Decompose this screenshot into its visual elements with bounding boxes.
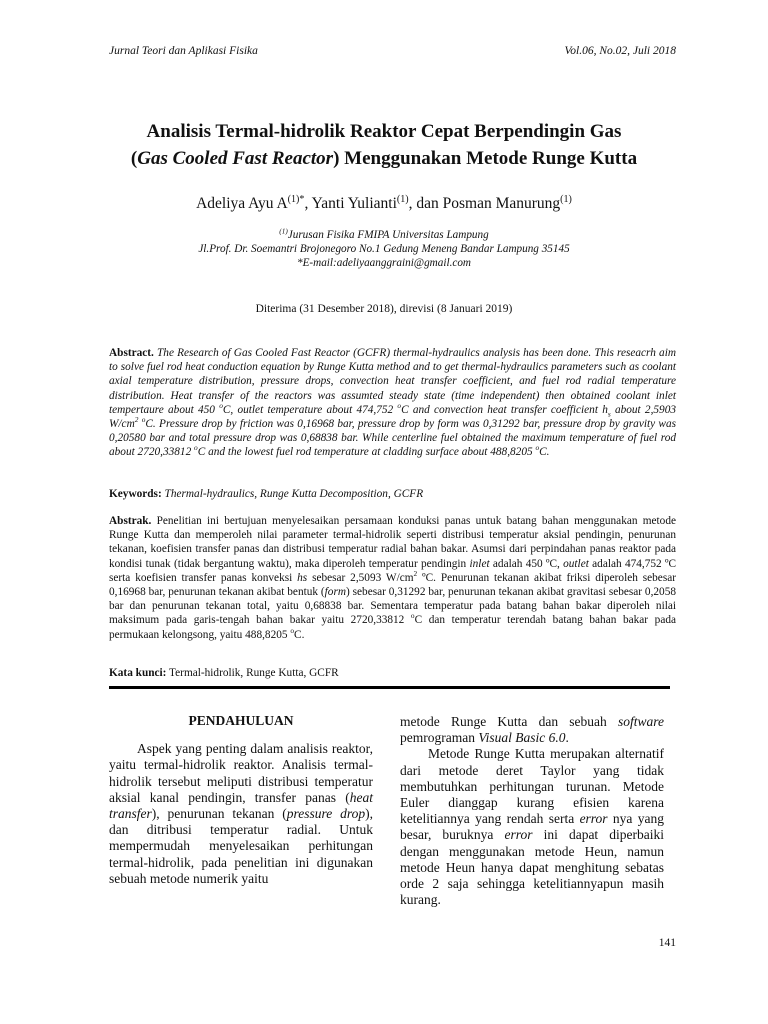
affiliation-dept: $^{(1)}$Jurusan Fisika FMIPA Universitas Lampung <box>279 227 489 241</box>
journal-volume: Vol.06, No.02, Juli 2018 <box>564 45 676 57</box>
affiliation-email: *E-mail:adeliyaanggraini@gmail.com <box>296 257 472 269</box>
affiliation-address: Jl.Prof. Dr. Soemantri Brojonegoro No.1 Gedung Meneng Bandar Lampung 35145 <box>198 243 570 255</box>
title-line-1: Analisis Termal-hidrolik Reaktor Cepat Berpendingin Gas <box>146 121 622 142</box>
keywords-english: Keywords: Thermal-hydraulics, Runge Kutta Decomposition, GCFR <box>109 488 424 500</box>
method-paragraph-1: metode Runge Kutta dan sebuah software pemrograman Visual Basic 6.0. <box>400 714 664 746</box>
author-list: Adeliya Ayu $A^{(1)*}$, Yanti Yulianti$^{(1)}$, dan Posman Manurung$^{(1)}$ <box>196 193 572 212</box>
intro-paragraph: Aspek yang penting dalam analisis reaktor, yaitu termal-hidrolik reaktor. Analisis termal-hidrolik tersebut meliputi distribusi temperatur aksial kanal pendingin, transfer panas (heat transfer), penurunan tekanan (pressure drop), dan ditribusi temperatur radial. Untuk mempermudah menyelesaikan perhitungan termal-hidrolik, pada penelitian ini digunakan sebuah metode numerik yaitu <box>109 741 374 886</box>
method-paragraph-2: Metode Runge Kutta merupakan alternatif dari metode deret Taylor yang tidak membutuhkan perhitungan turunan. Metode Euler dianggap kurang efisien karena ketelitiannya yang rendah serta error nya yang besar, buruknya error ini dapat diperbaiki dengan menggunakan metode Heun, namun metode Heun hanya dapat menghitung sebatas orde 2 saja sehingga ketelitiannyapun masih kurang. <box>400 746 665 908</box>
paper-title <box>80 118 688 172</box>
section-divider <box>109 686 670 689</box>
keywords-indonesian: Kata kunci: Termal-hidrolik, Runge Kutta, GCFR <box>109 667 339 679</box>
abstract-indonesian: Abstrak. Penelitian ini bertujuan menyelesaikan persamaan konduksi panas untuk batang bahan menggunakan metode Runge Kutta dan memperoleh nilai parameter termal-hidrolik seperti distribusi temperatur aksial pendingin, penurunan tekanan, koefisien transfer panas dan distribusi temperatur radial bahan bakar. Asumsi dari perpindahan panas reaktor pada kondisi tunak (tidak bergantung waktu), maka diperoleh temperatur pendingin inlet adalah 450 ºC, outlet adalah 474,752 ºC serta koefisien transfer panas konveksi hs sebesar 2,5093 $W/cm^2$ ºC. Penurunan tekanan akibat friksi diperoleh sebesar 0,16968 bar, penurunan tekanan akibat bentuk (form) sebesar 0,31292 bar, penurunan tekanan akibat gravitasi sebesar 0,2058 bar dan penurunan tekanan total, yaitu 0,68838 bar. Sementara temperatur pada batang bahan bakar diperoleh nilai maksimum pada garis-tengah bahan bakar yaitu 2720,33812 $^o$C dan temperatur terendah batang bahan bakar pada permukaan kelongsong, yaitu 488,8205 $^o$C. <box>109 515 677 641</box>
body-right-column <box>400 714 664 908</box>
abstract-english: Abstract. The Research of Gas Cooled Fast Reactor (GCFR) thermal-hydraulics analysis has been done. This reseacrh aim to solve fuel rod heat conduction equation by Runge Kutta method and to get thermal-hydraulics parameters such as coolant axial temperature distribution, pressure drops, convection heat transfer coefficient, and fuel rod radial temperature distribution. Heat transfer of the reactors was assumted steady state (time independent) then obtained coolant inlet tempertaure about 450 $^o$C, outlet temperature about 474,752 $^o$C and convection heat transfer coefficient $h_s$ about 2,5903 $W/cm^2$ $^o$C. Pressure drop by friction was 0,16968 bar, pressure drop by form was 0,31292 bar, pressure drop by gravity was 0,20580 bar and total pressure drop was 0,68838 bar. While centerline fuel obtained the maximum temperature of fuel rod about 2720,33812 $^o$C and the lowest fuel rod temperature at cladding surface about 488,8205 $^o$C. <box>109 347 677 459</box>
journal-name: Jurnal Teori dan Aplikasi Fisika <box>109 45 258 57</box>
section-heading: PENDAHULUAN <box>188 713 294 728</box>
affiliation <box>80 228 688 270</box>
title-line-2: (Gas Cooled Fast Reactor) Menggunakan Metode Runge Kutta <box>130 148 638 169</box>
page-number: 141 <box>658 937 676 949</box>
received-dates: Diterima (31 Desember 2018), direvisi (8 Januari 2019) <box>255 303 513 315</box>
body-left-column <box>109 713 373 887</box>
